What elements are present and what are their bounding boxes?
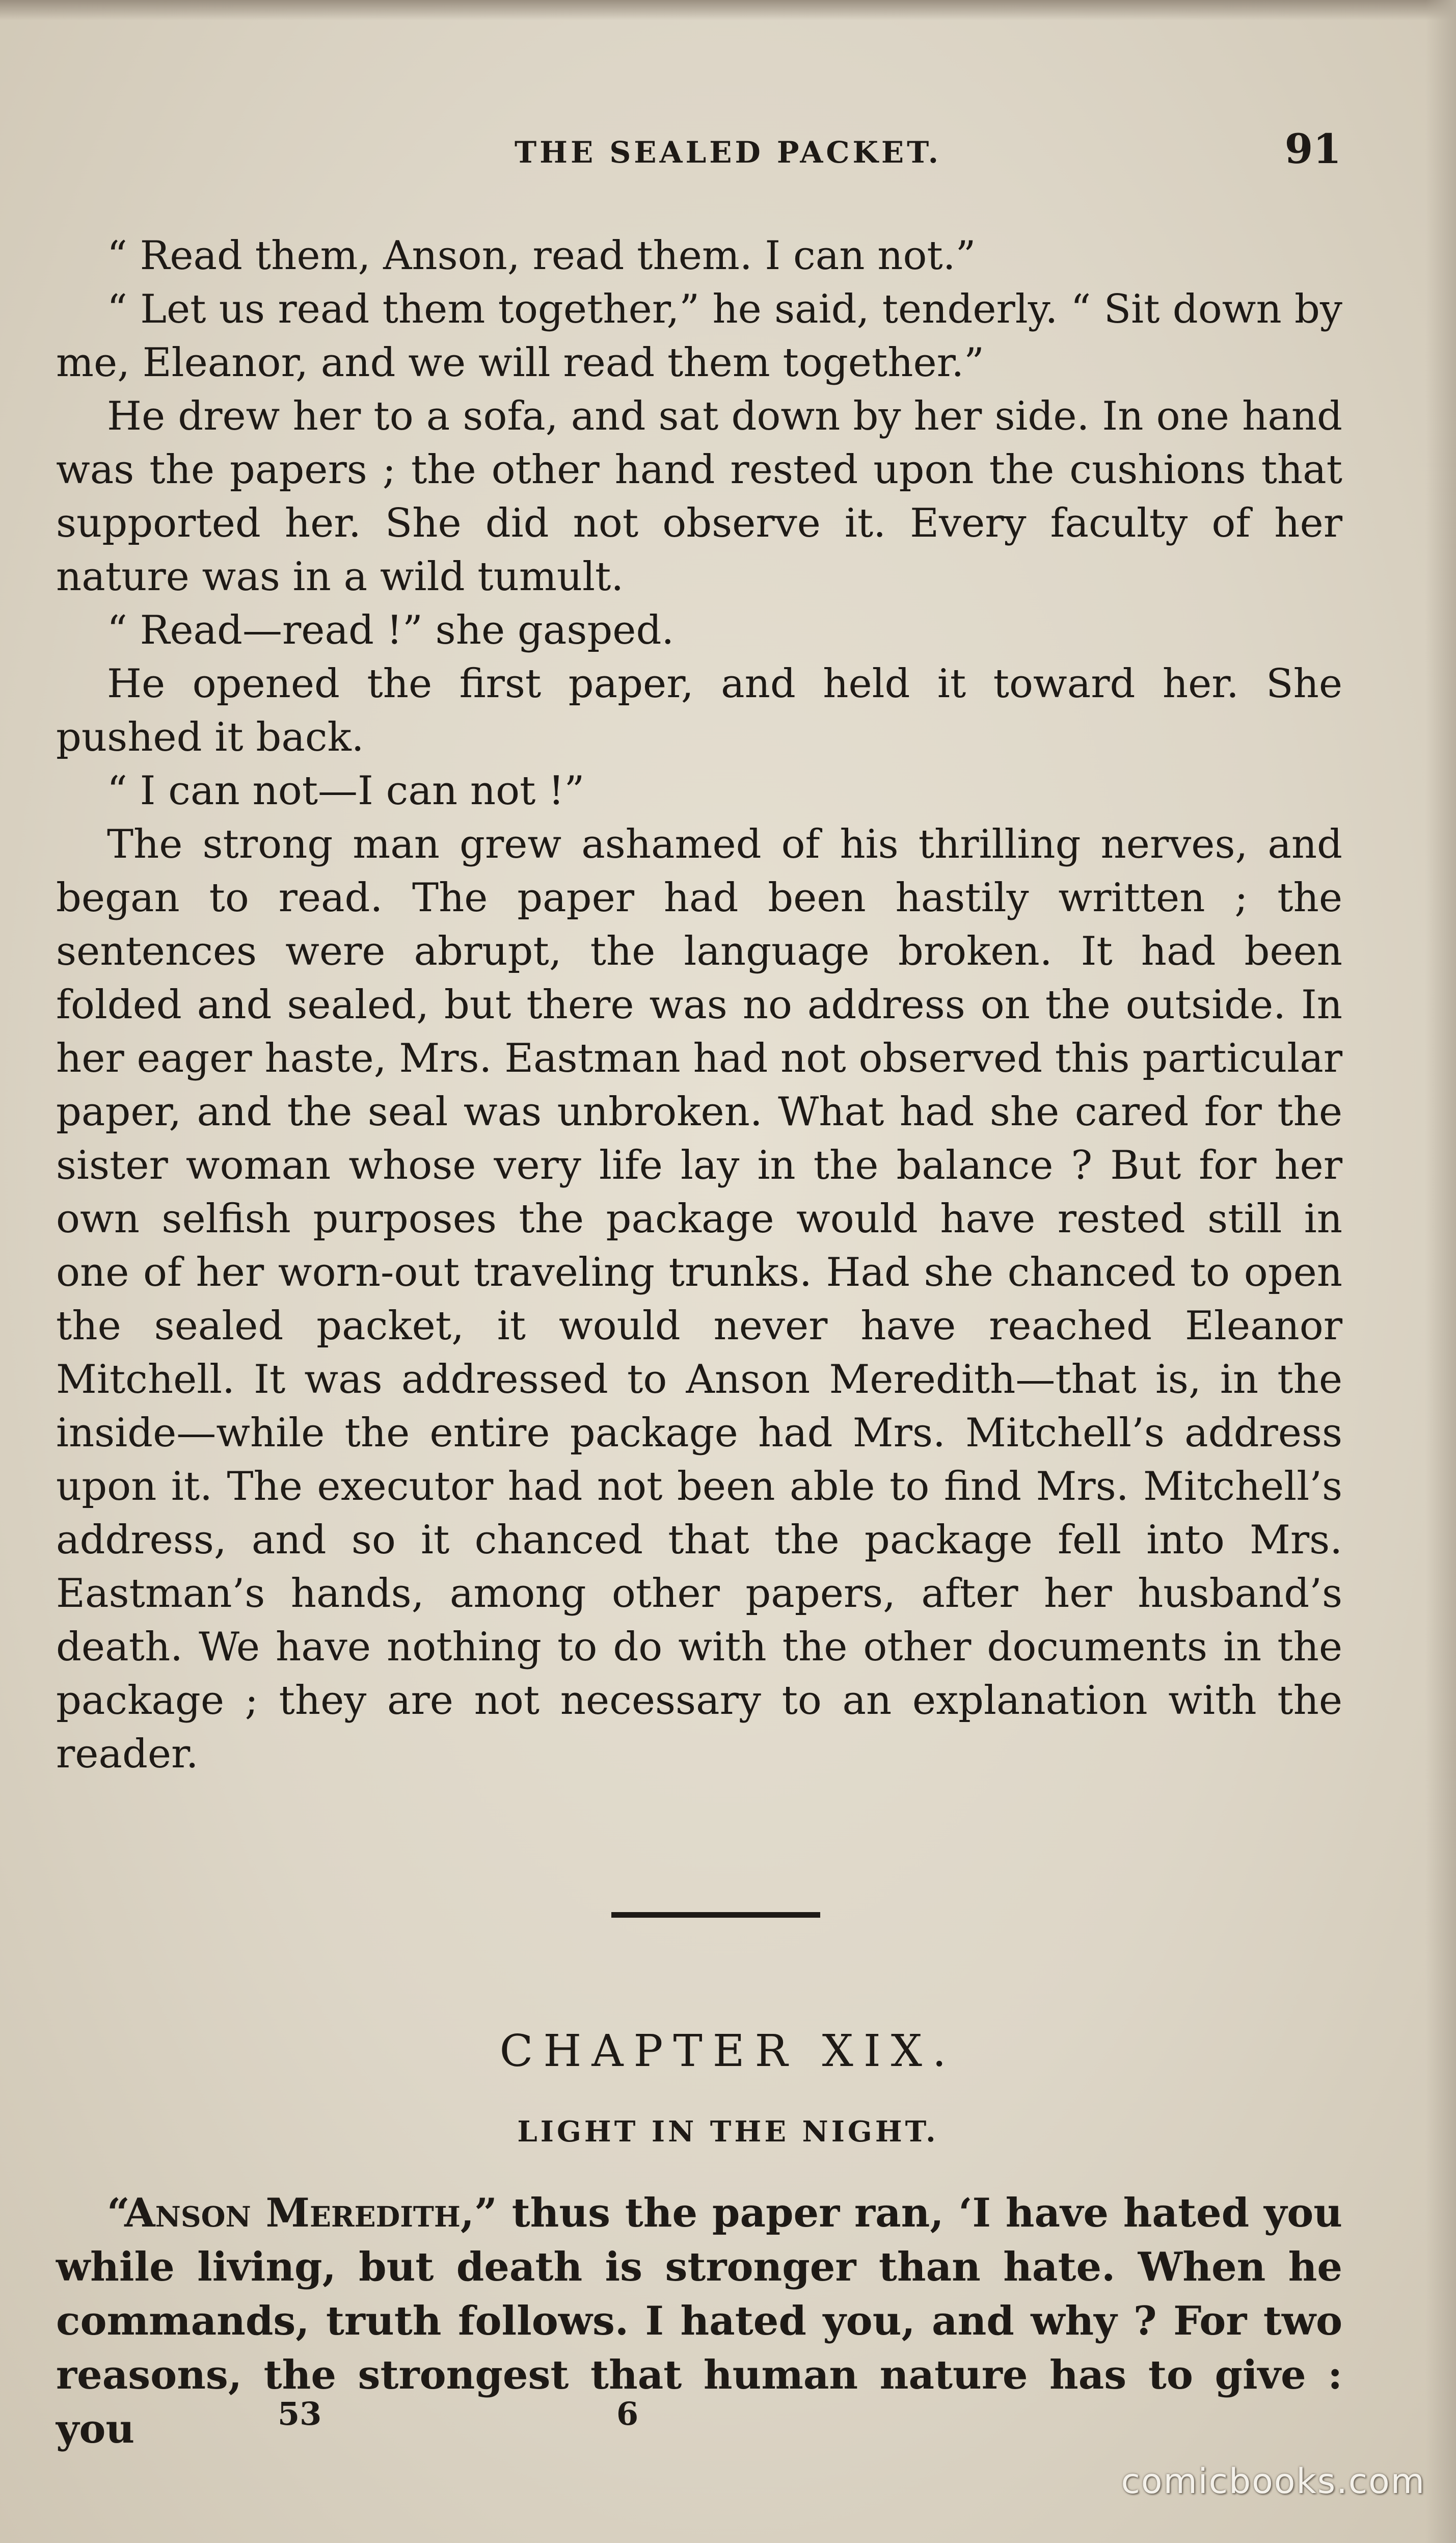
page-number: 91: [1284, 125, 1341, 173]
paragraph: The strong man grew ashamed of his thrilling nerves, and began to read. The paper had been hastily written ; the sentences were abrupt, the language broken. It had been folded and sealed, but there was no address on the outside. In her eager haste, Mrs. Eastman had not observed this particular paper, and the seal was unbroken. What had she cared for the sister woman whose very life lay in the balance ? But for her own selfish purposes the package would have rested still in one of her worn-out traveling trunks. Had she chanced to open the sealed packet, it would never have reached Eleanor Mitchell. It was addressed to Anson Meredith—that is, in the inside—while the entire package had Mrs. Mitchell’s address upon it. The executor had not been able to find Mrs. Mitchell’s address, and so it chanced that the package fell into Mrs. Eastman’s hands, among other papers, after her husband’s death. We have nothing to do with the other documents in the package ; they are not necessary to an explanation with the reader.: [56, 822, 1342, 1777]
chapter-opening-continuation: thus the paper ran, ‘I have hated you while living, but death is stronger than hate. When he commands, truth follows. I hated you, and why ? For two reasons, the strongest that human nature has to give : you: [56, 2190, 1343, 2452]
paragraph: He opened the first paper, and held it toward her. She pushed it back.: [56, 661, 1342, 760]
paragraph: “ Read them, Anson, read them. I can not.”: [107, 233, 976, 279]
chapter-opening-paragraph: [56, 2186, 1342, 2456]
page-edge-shadow-top: [0, 0, 1456, 20]
paragraph: “ Let us read them together,” he said, tenderly. “ Sit down by me, Eleanor, and we will read them together.”: [56, 286, 1342, 386]
page-edge-shadow-right: [1425, 0, 1456, 2543]
chapter-title: CHAPTER XIX.: [499, 2026, 957, 2077]
running-head: THE SEALED PACKET.: [515, 135, 941, 170]
paragraph: “ Read—read !” she gasped.: [107, 607, 675, 653]
signature-mark: 53: [278, 2395, 322, 2432]
body-text: [56, 229, 1342, 1781]
chapter-opening-text: [56, 2186, 1342, 2456]
chapter-opening-name: “Anson Meredith,”: [107, 2190, 497, 2236]
chapter-subtitle: LIGHT IN THE NIGHT.: [517, 2115, 939, 2149]
section-divider-rule: [611, 1912, 820, 1918]
paragraph: He drew her to a sofa, and sat down by her side. In one hand was the papers ; the other hand rested upon the cushions that supported her. She did not observe it. Every faculty of her nature was in a wild tumult.: [56, 393, 1342, 600]
watermark-text: comicbooks.com: [1121, 2461, 1425, 2502]
signature-secondary-mark: 6: [616, 2395, 639, 2432]
paragraph: “ I can not—I can not !”: [107, 768, 585, 814]
